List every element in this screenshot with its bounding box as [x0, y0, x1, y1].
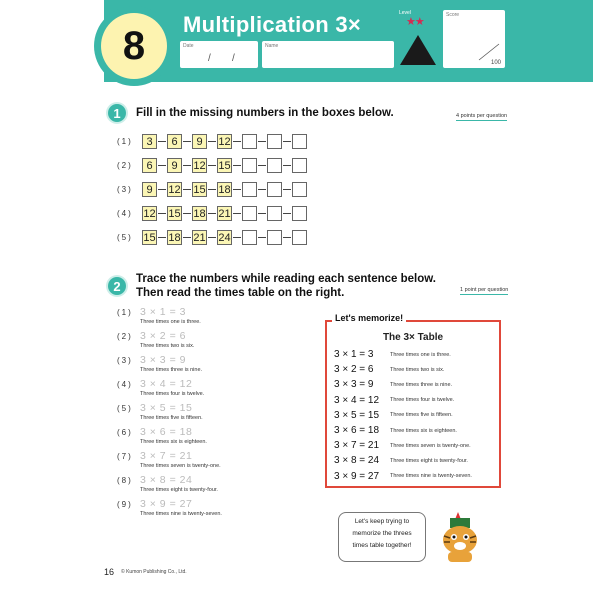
bubble-line-1: Let's keep trying to — [354, 518, 410, 525]
memorize-equation: 3 × 1 = 3 — [334, 349, 374, 360]
sequence-dash — [208, 189, 216, 190]
section-2-item-label: (8) — [117, 476, 133, 485]
trace-sentence: Three times seven is twenty-one. — [140, 463, 221, 469]
given-number-box: 12 — [218, 135, 231, 148]
answer-box[interactable] — [292, 230, 307, 245]
sequence-dash — [183, 213, 191, 214]
section-2-title-line1: Trace the numbers while reading each sentence below. — [136, 273, 436, 285]
given-number-box: 6 — [142, 158, 157, 173]
memorize-sentence: Three times one is three. — [390, 351, 451, 358]
section-2-item-label: (6) — [117, 428, 133, 437]
sequence-dash — [283, 141, 291, 142]
given-number-box: 9 — [192, 134, 207, 149]
sequence-dash — [233, 189, 241, 190]
tiger-mascot-icon — [432, 510, 488, 566]
date-slash-1: / — [208, 53, 211, 64]
sequence-dash — [258, 141, 266, 142]
memorize-sentence: Three times six is eighteen. — [390, 427, 457, 434]
section-1-row-label: (5) — [117, 233, 133, 242]
trace-sentence: Three times five is fifteen. — [140, 415, 203, 421]
trace-equation[interactable]: 3 × 4 = 12 — [140, 378, 193, 390]
answer-box[interactable] — [292, 158, 307, 173]
score-field[interactable] — [443, 10, 505, 68]
trace-sentence: Three times six is eighteen. — [140, 439, 207, 445]
sequence-dash — [283, 213, 291, 214]
trace-equation[interactable]: 3 × 7 = 21 — [140, 450, 193, 462]
trace-sentence: Three times eight is twenty-four. — [140, 487, 218, 493]
sequence-dash — [233, 165, 241, 166]
memorize-equation: 3 × 2 = 6 — [334, 364, 374, 376]
trace-equation[interactable]: 3 × 8 = 24 — [140, 474, 193, 486]
given-number-box: 24 — [218, 231, 231, 244]
trace-sentence: Three times two is six. — [140, 343, 195, 349]
date-slash-2: / — [232, 53, 235, 64]
section-1-row-label: (3) — [117, 185, 133, 194]
given-number-box: 18 — [218, 183, 231, 196]
sequence-dash — [258, 189, 266, 190]
memorize-sentence: Three times two is six. — [390, 366, 445, 373]
answer-box[interactable] — [292, 182, 307, 197]
bubble-line-3: times table together! — [352, 542, 412, 549]
trace-sentence: Three times three is nine. — [140, 367, 203, 373]
answer-box[interactable] — [242, 182, 257, 197]
timer-triangle-icon — [400, 35, 436, 65]
section-1-row-label: (4) — [117, 209, 133, 218]
sequence-dash — [158, 237, 166, 238]
memorize-equation: 3 × 6 = 18 — [334, 425, 380, 436]
trace-equation[interactable]: 3 × 2 = 6 — [140, 330, 186, 342]
sequence-dash — [183, 165, 191, 166]
speech-bubble — [338, 512, 426, 562]
section-2-number: 2 — [108, 277, 126, 295]
given-number-box: 9 — [167, 158, 182, 173]
given-number-box: 12 — [168, 183, 181, 196]
lesson-number: 8 — [101, 13, 167, 79]
sequence-dash — [158, 165, 166, 166]
given-number-box: 15 — [143, 231, 156, 244]
answer-box[interactable] — [242, 206, 257, 221]
sequence-dash — [183, 189, 191, 190]
trace-equation[interactable]: 3 × 6 = 18 — [140, 426, 193, 438]
memorize-sentence: Three times seven is twenty-one. — [390, 442, 471, 449]
sequence-dash — [283, 237, 291, 238]
memorize-equation: 3 × 3 = 9 — [334, 379, 374, 391]
sequence-dash — [183, 237, 191, 238]
sequence-dash — [208, 237, 216, 238]
answer-box[interactable] — [267, 182, 282, 197]
answer-box[interactable] — [242, 158, 257, 173]
section-2-item-label: (1) — [117, 308, 133, 317]
trace-equation[interactable]: 3 × 3 = 9 — [140, 354, 186, 366]
memorize-equation: 3 × 9 = 27 — [334, 470, 380, 482]
sequence-dash — [208, 141, 216, 142]
memorize-equation: 3 × 5 = 15 — [334, 409, 380, 421]
section-2-item-label: (9) — [117, 500, 133, 509]
trace-equation[interactable]: 3 × 1 = 3 — [140, 306, 186, 318]
section-2-item-label: (3) — [117, 356, 133, 365]
page-title: Multiplication 3× — [183, 12, 362, 37]
memorize-sentence: Three times nine is twenty-seven. — [390, 473, 472, 480]
sequence-dash — [258, 165, 266, 166]
given-number-box: 21 — [218, 207, 231, 220]
section-2-title-line2: Then read the times table on the right. — [136, 287, 345, 299]
given-number-box: 12 — [143, 207, 156, 220]
section-2-points: 1 point per question — [460, 287, 509, 293]
answer-box[interactable] — [242, 230, 257, 245]
trace-sentence: Three times nine is twenty-seven. — [140, 511, 222, 517]
trace-sentence: Three times four is twelve. — [140, 391, 205, 397]
number-sequence-row — [142, 158, 307, 173]
memorize-equation: 3 × 8 = 24 — [334, 455, 380, 467]
sequence-dash — [258, 213, 266, 214]
name-field[interactable] — [262, 41, 394, 68]
memorize-sentence: Three times five is fifteen. — [390, 412, 453, 419]
trace-equation[interactable]: 3 × 5 = 15 — [140, 402, 193, 414]
given-number-box: 6 — [167, 134, 182, 149]
section-2-item-label: (7) — [117, 452, 133, 461]
section-2-item-label: (2) — [117, 332, 133, 341]
name-label: Name — [265, 43, 279, 49]
answer-box[interactable] — [267, 158, 282, 173]
sequence-dash — [233, 213, 241, 214]
given-number-box: 18 — [193, 207, 206, 220]
date-label: Date — [183, 43, 194, 49]
given-number-box: 15 — [168, 207, 181, 220]
sequence-dash — [283, 189, 291, 190]
given-number-box: 15 — [193, 183, 206, 196]
bubble-line-2: memorize the threes — [352, 530, 412, 537]
sequence-dash — [158, 141, 166, 142]
sequence-dash — [233, 237, 241, 238]
given-number-box: 3 — [142, 134, 157, 149]
section-1-points: 4 points per question — [456, 113, 508, 119]
given-number-box: 9 — [142, 182, 157, 197]
date-field[interactable] — [180, 41, 258, 68]
answer-box[interactable] — [292, 134, 307, 149]
level-label: Level — [399, 10, 411, 16]
sequence-dash — [158, 189, 166, 190]
answer-box[interactable] — [267, 206, 282, 221]
answer-box[interactable] — [292, 206, 307, 221]
given-number-box: 18 — [168, 231, 181, 244]
sequence-dash — [208, 213, 216, 214]
number-sequence-row — [142, 230, 307, 245]
answer-box[interactable] — [267, 230, 282, 245]
number-sequence-row — [142, 206, 307, 221]
memorize-heading: The 3× Table — [382, 332, 444, 343]
memorize-equation: 3 × 4 = 12 — [334, 394, 380, 406]
section-2-item-label: (5) — [117, 404, 133, 413]
answer-box[interactable] — [267, 134, 282, 149]
given-number-box: 15 — [218, 159, 231, 172]
sequence-dash — [233, 141, 241, 142]
number-sequence-row — [142, 182, 307, 197]
given-number-box: 21 — [193, 231, 206, 244]
number-sequence-row — [142, 134, 307, 149]
section-2-item-label: (4) — [117, 380, 133, 389]
sequence-dash — [258, 237, 266, 238]
memorize-sentence: Three times four is twelve. — [390, 397, 455, 404]
sequence-dash — [158, 213, 166, 214]
section-1-title: Fill in the missing numbers in the boxes below. — [136, 107, 394, 119]
page-number: 16 — [104, 567, 115, 577]
score-label: Score — [446, 12, 460, 18]
trace-equation[interactable]: 3 × 9 = 27 — [140, 498, 193, 510]
trace-sentence: Three times one is three. — [140, 319, 201, 325]
memorize-sentence: Three times three is nine. — [390, 381, 453, 388]
sequence-dash — [208, 165, 216, 166]
given-number-box: 12 — [193, 159, 206, 172]
sequence-dash — [283, 165, 291, 166]
memorize-tag: Let's memorize! — [332, 313, 406, 323]
answer-box[interactable] — [242, 134, 257, 149]
sequence-dash — [183, 141, 191, 142]
memorize-sentence: Three times eight is twenty-four. — [390, 457, 468, 464]
section-1-row-label: (2) — [117, 161, 133, 170]
section-1-number: 1 — [108, 104, 126, 122]
level-stars-icon: ★★ — [406, 16, 424, 28]
score-max: 100 — [490, 60, 501, 66]
section-1-row-label: (1) — [117, 137, 133, 146]
copyright: © Kumon Publishing Co., Ltd. — [121, 569, 187, 575]
memorize-equation: 3 × 7 = 21 — [334, 440, 380, 452]
